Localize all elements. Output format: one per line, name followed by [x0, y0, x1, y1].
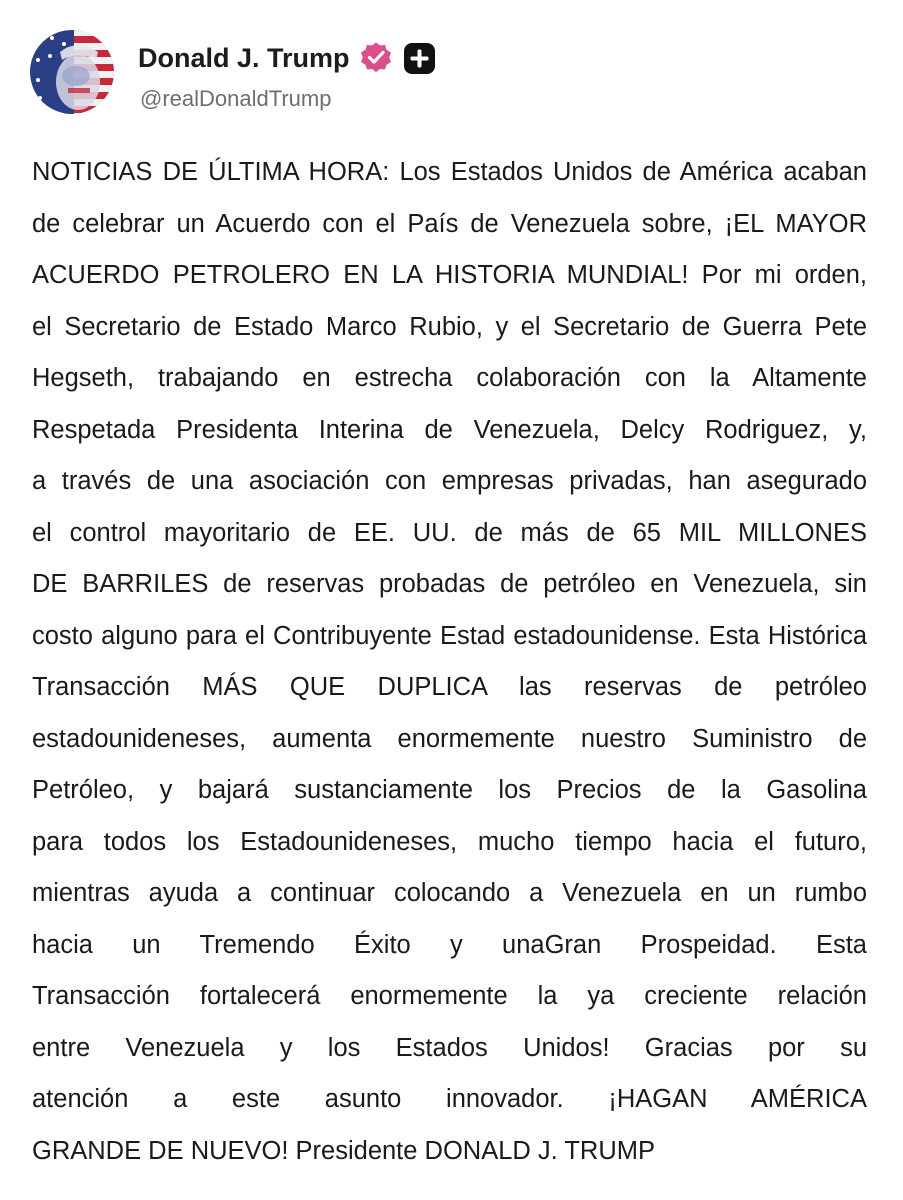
post-line: Respetada Presidenta Interina de Venezuela, Delcy Rodriguez, y,: [32, 415, 867, 444]
post-line: el control mayoritario de EE. UU. de más de 65 MIL MILLONES: [32, 518, 867, 547]
post-line: ACUERDO PETROLERO EN LA HISTORIA MUNDIAL! Por mi orden,: [32, 261, 867, 289]
post-line: NOTICIAS DE ÚLTIMA HORA: Los Estados Unidos de América acaban: [32, 158, 867, 186]
post-line: DE BARRILES de reservas probadas de petróleo en Venezuela, sin: [32, 570, 867, 598]
author-handle[interactable]: @realDonaldTrump: [140, 86, 332, 111]
post-line: GRANDE DE NUEVO! Presidente DONALD J. TRUMP: [32, 1136, 656, 1165]
avatar[interactable]: [30, 30, 114, 114]
verified-badge-icon: [359, 41, 393, 75]
post-line: entre Venezuela y los Estados Unidos! Gracias por su: [32, 1033, 867, 1062]
author-name-row: [138, 41, 436, 75]
post-line: mientras ayuda a continuar colocando a Venezuela en un rumbo: [32, 879, 867, 907]
post-line: Petróleo, y bajará sustanciamente los Precios de la Gasolina: [32, 776, 867, 804]
author-name[interactable]: Donald J. Trump: [138, 42, 350, 73]
post-header: [30, 30, 870, 114]
post-line: de celebrar un Acuerdo con el País de Venezuela sobre, ¡EL MAYOR: [32, 209, 867, 238]
post-body: [32, 147, 877, 1177]
post-line: hacia un Tremendo Éxito y unaGran Prospeidad. Esta: [32, 930, 867, 959]
post-line: a través de una asociación con empresas privadas, han asegurado: [32, 467, 867, 495]
post-line: costo alguno para el Contribuyente Estad estadounidense. Esta Histórica: [32, 621, 867, 650]
post-line: Transacción MÁS QUE DUPLICA las reservas de petróleo: [32, 673, 867, 701]
avatar-image: [30, 30, 114, 114]
plus-icon[interactable]: [403, 42, 436, 75]
post-line: Hegseth, trabajando en estrecha colaboración con la Altamente: [32, 364, 867, 392]
post-line: Transacción fortalecerá enormemente la ya creciente relación: [32, 982, 867, 1010]
post-line: para todos los Estadounideneses, mucho tiempo hacia el futuro,: [32, 827, 867, 856]
post-line: estadounideneses, aumenta enormemente nuestro Suministro de: [32, 724, 867, 753]
post-line: atención a este asunto innovador. ¡HAGAN AMÉRICA: [32, 1085, 867, 1113]
post-line: el Secretario de Estado Marco Rubio, y el Secretario de Guerra Pete: [32, 312, 867, 341]
